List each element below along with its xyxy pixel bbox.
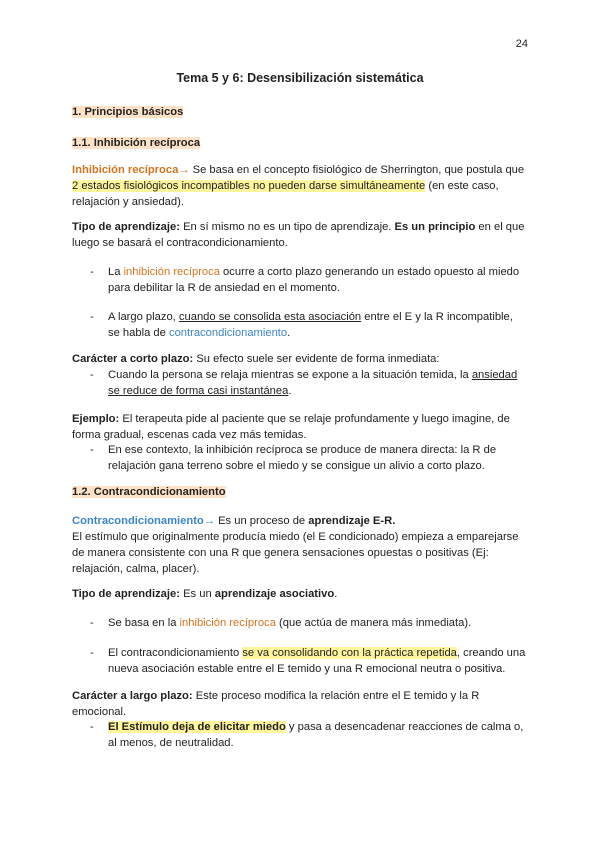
label: Carácter a largo plazo: xyxy=(72,690,193,702)
list-caracter-corto xyxy=(72,367,527,399)
text: Es un xyxy=(179,588,215,600)
item-text-end: (que actúa de manera más inmediata). xyxy=(275,617,472,629)
term-contracondicionamiento: Contracondicionamiento xyxy=(72,515,204,527)
list-item: - En ese contexto, la inhibición recíproca se produce de manera directa: la R de relajación gana terreno sobre el miedo y se consigue un alivio a corto plazo. xyxy=(72,442,527,474)
bold-text: aprendizaje asociativo xyxy=(214,588,335,600)
list-tipo-items-2 xyxy=(72,615,527,677)
page-title: Tema 5 y 6: Desensibilización sistemática xyxy=(176,71,424,85)
section-heading-text: 1. Principios básicos xyxy=(72,106,184,118)
label: Carácter a corto plazo: xyxy=(72,353,194,365)
list-tipo-items xyxy=(72,264,527,341)
label: Ejemplo: xyxy=(72,413,120,425)
term-inhibicion: Inhibición recíproca xyxy=(72,164,179,176)
item-text: La xyxy=(108,266,124,278)
item-text-end: ocurre a corto plazo generando un estado opuesto al miedo para debilitar la R de ansiedad en el momento. xyxy=(108,266,520,294)
text: En sí mismo no es un tipo de aprendizaje. xyxy=(179,221,395,233)
paragraph-tipo-aprendizaje-2 xyxy=(72,586,527,602)
list-ejemplo xyxy=(72,442,527,474)
text-end: . xyxy=(334,588,338,600)
subsection-heading-text: 1.2. Contracondicionamiento xyxy=(72,486,226,498)
label: Tipo de aprendizaje: xyxy=(72,221,180,233)
list-caracter-largo xyxy=(72,719,527,751)
item-text-end: y pasa a desencadenar reacciones de calma o, al menos, de neutralidad. xyxy=(108,721,524,749)
intro-text: Es un proceso de xyxy=(214,515,309,527)
list-item xyxy=(72,645,527,677)
underline-text: cuando se consolida esta asociación xyxy=(178,311,362,323)
label: Tipo de aprendizaje: xyxy=(72,588,180,600)
paragraph-ejemplo xyxy=(72,411,527,443)
highlight-text: se va consolidando con la práctica repetida xyxy=(242,647,457,659)
term-link: inhibición recíproca xyxy=(123,266,220,278)
item-text: Cuando la persona se relaja mientras se expone a la situación temida, la xyxy=(108,369,472,381)
subsection-heading xyxy=(72,135,527,151)
list-item xyxy=(72,367,527,399)
highlight-bold-text: El Estímulo deja de elicitar miedo xyxy=(108,721,286,733)
item-text-end: . xyxy=(288,385,292,397)
item-text-end: , creando una nueva asociación estable entre el E temido y una R emocional neutra o positiva. xyxy=(108,647,526,675)
item-text: El contracondicionamiento xyxy=(108,647,243,659)
section-heading xyxy=(72,104,527,120)
text-end: en el que luego se basará el contracondicionamiento. xyxy=(72,221,525,249)
paragraph-caracter-largo xyxy=(72,688,527,720)
text: Este proceso modifica la relación entre el E temido y la R emocional. xyxy=(72,690,480,718)
list-item xyxy=(72,719,527,751)
paragraph-tipo-aprendizaje xyxy=(72,219,527,251)
bold-text: aprendizaje E-R. xyxy=(308,515,396,527)
page-number: 24 xyxy=(515,38,528,50)
list-item xyxy=(72,309,527,341)
list-item xyxy=(72,615,527,631)
item-text: A largo plazo, xyxy=(108,311,179,323)
text: Su efecto suele ser evidente de forma inmediata: xyxy=(193,353,440,365)
intro-text-end: El estímulo que originalmente producía miedo (el E condicionado) empieza a emparejarse de manera consistente con una R que genera sensaciones opuestas o positivas (Ej: relajación, calma, placer). xyxy=(72,531,519,575)
term-link: inhibición recíproca xyxy=(179,617,276,629)
bold-text: Es un principio xyxy=(394,221,476,233)
item-text-mid: entre el E y la R incompatible, se habla de xyxy=(108,311,513,339)
item-text-end: . xyxy=(287,327,291,339)
text: El terapeuta pide al paciente que se relaje profundamente y luego imagine, de forma gradual, escenas cada vez más temidas. xyxy=(72,413,510,441)
intro-text: Se basa en el concepto fisiológico de Sherrington, que postula que xyxy=(189,164,525,176)
subsection-heading xyxy=(72,484,527,500)
intro-text-end: (en este caso, relajación y ansiedad). xyxy=(72,180,499,208)
paragraph-inhibicion-intro xyxy=(72,162,527,210)
term-contracondicionamiento: contracondicionamiento xyxy=(168,327,288,339)
underline-text: ansiedad se reduce de forma casi instantánea xyxy=(108,369,518,397)
subsection-heading-text: 1.1. Inhibición recíproca xyxy=(72,137,201,149)
list-item xyxy=(72,264,527,296)
paragraph-contra-intro xyxy=(72,513,527,577)
arrow-icon: → xyxy=(203,515,215,527)
highlight-text: 2 estados fisiológicos incompatibles no pueden darse simultáneamente xyxy=(72,180,426,192)
paragraph-caracter-corto xyxy=(72,351,527,367)
item-text: Se basa en la xyxy=(108,617,180,629)
arrow-icon: → xyxy=(178,164,190,176)
